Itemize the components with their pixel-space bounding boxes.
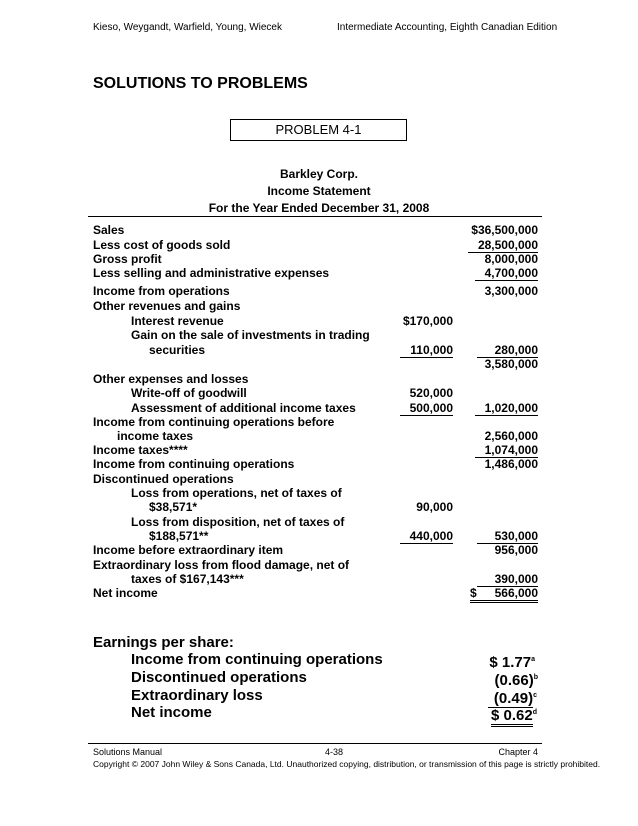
statement-divider (88, 216, 542, 217)
statement-row (0, 252, 638, 266)
footer-left: Solutions Manual (93, 747, 163, 757)
row-total: 280,000 (477, 343, 538, 358)
statement-row (0, 429, 638, 443)
eps-row (0, 669, 638, 687)
row-label: Discontinued operations (93, 472, 234, 486)
row-total: 530,000 (477, 529, 538, 544)
row-label: $188,571** (149, 529, 209, 543)
eps-label: Extraordinary loss (131, 687, 263, 704)
row-label: Extraordinary loss from flood damage, net of (93, 558, 350, 572)
row-label: Income from continuing operations (93, 457, 295, 471)
row-label: Other expenses and losses (93, 372, 249, 386)
row-label: Loss from disposition, net of taxes of (131, 515, 345, 529)
statement-row (0, 284, 638, 298)
statement-row (0, 486, 638, 500)
statement-row (0, 266, 638, 280)
row-label: Interest revenue (131, 314, 224, 328)
row-total: 28,500,000 (468, 238, 538, 253)
eps-value (491, 704, 537, 725)
row-total: 566,000 (495, 586, 538, 603)
row-label: taxes of $167,143*** (131, 572, 244, 586)
statement-row (0, 386, 638, 400)
statement-row (0, 343, 638, 357)
statement-row (0, 357, 638, 371)
eps-amount: (0.49) (488, 690, 533, 708)
footer-chapter: Chapter 4 (498, 747, 538, 757)
row-amount: 520,000 (409, 386, 453, 400)
statement-row (0, 443, 638, 457)
statement-row (0, 500, 638, 514)
statement-row (0, 223, 638, 237)
eps-label: Net income (131, 704, 212, 721)
statement-row (0, 328, 638, 342)
row-total: 1,074,000 (475, 443, 538, 458)
statement-row (0, 314, 638, 328)
row-total: 390,000 (477, 572, 538, 587)
statement-row (0, 457, 638, 471)
footer-page-number: 4-38 (324, 747, 343, 757)
statement-row (0, 415, 638, 429)
statement-row (0, 238, 638, 252)
row-amount: 90,000 (416, 500, 453, 514)
eps-row (0, 651, 638, 669)
row-amount: 110,000 (400, 343, 453, 358)
row-amount: 440,000 (400, 529, 453, 544)
statement-row (0, 558, 638, 572)
eps-note: d (532, 709, 537, 716)
statement-row (0, 586, 638, 600)
row-total: 3,580,000 (484, 357, 538, 371)
row-label: Assessment of additional income taxes (131, 401, 356, 415)
footer-divider (88, 743, 542, 744)
statement-row (0, 472, 638, 486)
eps-row (0, 687, 638, 705)
eps-amount: $ 0.62 (491, 707, 533, 727)
statement-row (0, 372, 638, 386)
row-label: Income from operations (93, 284, 230, 298)
row-amount: 500,000 (400, 401, 453, 416)
statement-row (0, 572, 638, 586)
header-authors: Kieso, Weygandt, Warfield, Young, Wiecek (93, 22, 282, 33)
statement-period: For the Year Ended December 31, 2008 (208, 201, 430, 215)
company-name: Barkley Corp. (279, 167, 359, 181)
eps-label: Income from continuing operations (131, 651, 383, 668)
row-total: 2,560,000 (484, 429, 538, 443)
net-income-double-rule (470, 600, 538, 603)
row-label: Income from continuing operations before (93, 415, 335, 429)
row-label: Net income (93, 586, 158, 600)
row-total: 3,300,000 (484, 284, 538, 298)
row-total: 4,700,000 (475, 266, 538, 281)
row-label: $38,571* (149, 500, 198, 514)
row-label: Less selling and administrative expenses (93, 266, 330, 280)
row-label: Income before extraordinary item (93, 543, 284, 557)
eps-row (0, 704, 638, 722)
row-label: Gain on the sale of investments in trading (131, 328, 370, 342)
problem-label: PROBLEM 4-1 (230, 119, 407, 141)
row-label: Less cost of goods sold (93, 238, 231, 252)
eps-amount: $ 1.77 (489, 654, 532, 671)
row-total: 1,486,000 (484, 457, 538, 471)
row-label: Loss from operations, net of taxes of (131, 486, 342, 500)
eps-title: Earnings per share: (93, 634, 234, 651)
row-label: Write-off of goodwill (131, 386, 247, 400)
statement-name: Income Statement (267, 184, 371, 198)
eps-note: b (533, 674, 538, 681)
statement-row (0, 529, 638, 543)
statement-row (0, 299, 638, 313)
footer-copyright: Copyright © 2007 John Wiley & Sons Canada, Ltd. Unauthorized copying, distribution, or transmission of this page is strictly prohibited. (93, 759, 601, 769)
row-label: Income taxes**** (93, 443, 188, 457)
row-total: $36,500,000 (471, 223, 538, 237)
row-label: Other revenues and gains (93, 299, 241, 313)
statement-row (0, 543, 638, 557)
eps-note: a (531, 656, 535, 663)
row-label: Sales (93, 223, 125, 237)
section-title: SOLUTIONS TO PROBLEMS (93, 75, 308, 92)
eps-note: c (533, 692, 537, 699)
row-amount: $170,000 (402, 314, 453, 328)
statement-row (0, 401, 638, 415)
eps-amount: (0.66) (494, 672, 534, 689)
row-label: securities (149, 343, 206, 357)
currency-symbol: $ (470, 586, 477, 600)
row-total: 1,020,000 (475, 401, 538, 416)
row-total: 956,000 (494, 543, 538, 557)
row-total: 8,000,000 (484, 252, 538, 266)
statement-row (0, 515, 638, 529)
eps-label: Discontinued operations (131, 669, 307, 686)
header-book-title: Intermediate Accounting, Eighth Canadian Edition (337, 22, 558, 33)
row-label: Gross profit (93, 252, 162, 266)
row-label: income taxes (117, 429, 194, 443)
